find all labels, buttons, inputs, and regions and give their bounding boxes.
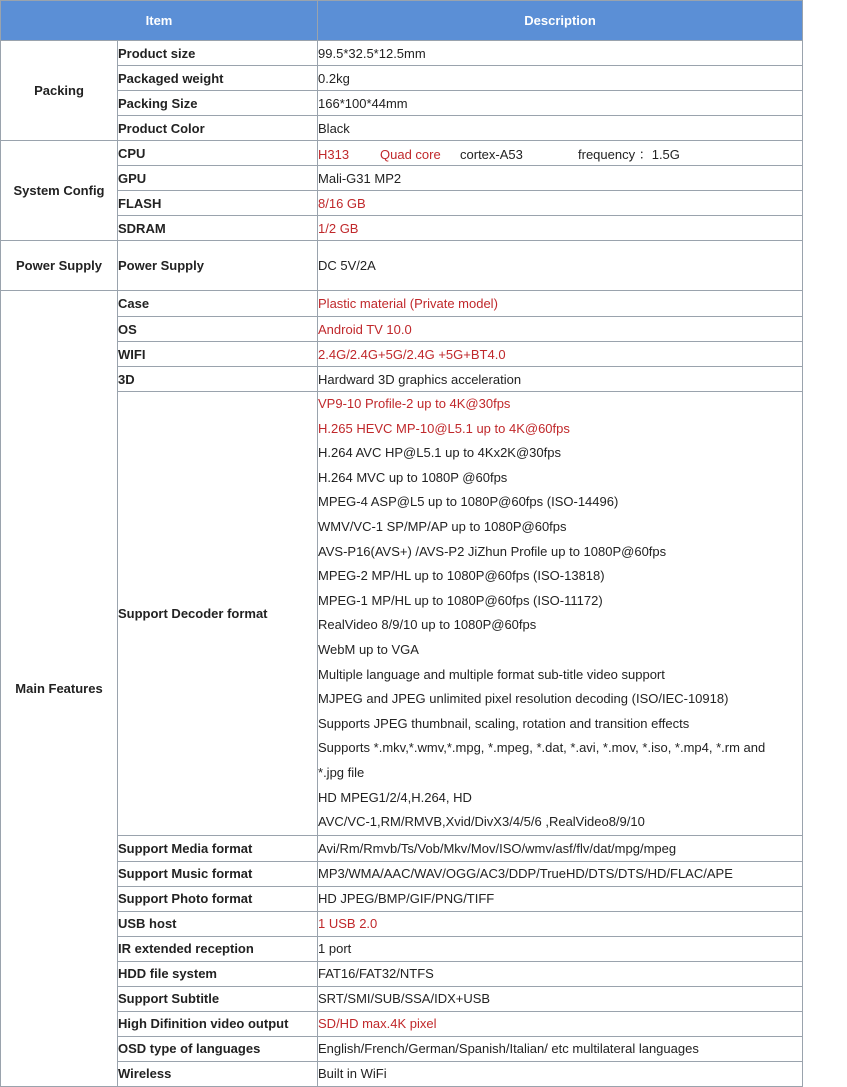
row-value: 1 port [318, 936, 803, 961]
table-row [1, 216, 803, 241]
cpu-frequency: frequency ：1.5G [578, 146, 680, 162]
table-row [1, 835, 803, 861]
list-item: VP9-10 Profile-2 up to 4K@30fps [318, 396, 511, 411]
row-label: OS [118, 317, 318, 342]
decoder-list [318, 392, 803, 836]
row-label: Support Decoder format [118, 392, 318, 836]
table-row [1, 342, 803, 367]
row-label: USB host [118, 911, 318, 936]
table-row [1, 166, 803, 191]
row-value: Plastic material (Private model) [318, 291, 803, 317]
list-item: Multiple language and multiple format sub-title video support [318, 666, 665, 682]
list-item: AVS-P16(AVS+) /AVS-P2 JiZhun Profile up to 1080P@60fps [318, 543, 667, 559]
row-label: Support Media format [118, 835, 318, 861]
list-item: HD MPEG1/2/4,H.264, HD [318, 789, 472, 805]
row-value: 166*100*44mm [318, 91, 803, 116]
row-value: Mali-G31 MP2 [318, 166, 803, 191]
list-item: Supports *.mkv,*.wmv,*.mpg, *.mpeg, *.dat, *.avi, *.mov, *.iso, *.mp4, *.rm and [318, 740, 766, 756]
row-label: FLASH [118, 191, 318, 216]
row-value: 1/2 GB [318, 216, 803, 241]
list-item: MPEG-2 MP/HL up to 1080P@60fps (ISO-13818) [318, 568, 605, 584]
table-row [1, 141, 803, 166]
list-item: Supports JPEG thumbnail, scaling, rotation and transition effects [318, 715, 690, 731]
row-value-cpu [318, 141, 803, 166]
table-row [1, 66, 803, 91]
row-label: 3D [118, 367, 318, 392]
table-row [1, 911, 803, 936]
table-row [1, 936, 803, 961]
row-label: Wireless [118, 1061, 318, 1086]
table-row [1, 291, 803, 317]
group-main-features: Main Features [1, 291, 118, 1087]
row-label: Packing Size [118, 91, 318, 116]
table-row [1, 1036, 803, 1061]
row-value: English/French/German/Spanish/Italian/ etc multilateral languages [318, 1036, 803, 1061]
header-row [1, 1, 803, 41]
list-item: AVC/VC-1,RM/RMVB,Xvid/DivX3/4/5/6 ,RealVideo8/9/10 [318, 814, 645, 830]
row-value: Hardward 3D graphics acceleration [318, 367, 803, 392]
row-value: Black [318, 116, 803, 141]
table-row [1, 41, 803, 66]
group-power-supply: Power Supply [1, 241, 118, 291]
table-row [1, 191, 803, 216]
row-label: Support Music format [118, 861, 318, 886]
table-row [1, 241, 803, 291]
row-label: Case [118, 291, 318, 317]
cpu-arch: cortex-A53 [460, 146, 523, 162]
row-value: Built in WiFi [318, 1061, 803, 1086]
list-item: RealVideo 8/9/10 up to 1080P@60fps [318, 617, 537, 633]
row-label: IR extended reception [118, 936, 318, 961]
row-value: 2.4G/2.4G+5G/2.4G +5G+BT4.0 [318, 342, 803, 367]
row-value: Avi/Rm/Rmvb/Ts/Vob/Mkv/Mov/ISO/wmv/asf/flv/dat/mpg/mpeg [318, 835, 803, 861]
table-row [1, 886, 803, 911]
table-row [1, 392, 803, 836]
row-value: Android TV 10.0 [318, 317, 803, 342]
row-label: Product Color [118, 116, 318, 141]
list-item: *.jpg file [318, 764, 365, 780]
row-value: FAT16/FAT32/NTFS [318, 961, 803, 986]
group-system-config: System Config [1, 141, 118, 241]
row-value: SD/HD max.4K pixel [318, 1011, 803, 1036]
row-value: 8/16 GB [318, 191, 803, 216]
row-label: WIFI [118, 342, 318, 367]
row-label: CPU [118, 141, 318, 166]
row-value: 0.2kg [318, 66, 803, 91]
row-label: High Difinition video output [118, 1011, 318, 1036]
table-row [1, 1011, 803, 1036]
row-value: HD JPEG/BMP/GIF/PNG/TIFF [318, 886, 803, 911]
table-row [1, 861, 803, 886]
row-value: DC 5V/2A [318, 241, 803, 291]
row-label: Support Subtitle [118, 986, 318, 1011]
list-item: H.264 MVC up to 1080P @60fps [318, 469, 508, 485]
list-item: H.265 HEVC MP-10@L5.1 up to 4K@60fps [318, 420, 570, 436]
group-packing: Packing [1, 41, 118, 141]
table-row [1, 1061, 803, 1086]
table-row [1, 961, 803, 986]
header-description: Description [318, 1, 803, 41]
table-row [1, 986, 803, 1011]
row-label: Support Photo format [118, 886, 318, 911]
table-row [1, 91, 803, 116]
row-value: 99.5*32.5*12.5mm [318, 41, 803, 66]
header-item: Item [1, 1, 318, 41]
row-label: OSD type of languages [118, 1036, 318, 1061]
table-row [1, 116, 803, 141]
row-label: Product size [118, 41, 318, 66]
table-row [1, 317, 803, 342]
row-value: 1 USB 2.0 [318, 911, 803, 936]
list-item: MJPEG and JPEG unlimited pixel resolution decoding (ISO/IEC-10918) [318, 691, 729, 707]
list-item: H.264 AVC HP@L5.1 up to 4Kx2K@30fps [318, 445, 561, 461]
cpu-core: Quad core [380, 146, 441, 162]
list-item: WMV/VC-1 SP/MP/AP up to 1080P@60fps [318, 518, 567, 534]
list-item: MPEG-1 MP/HL up to 1080P@60fps (ISO-11172) [318, 592, 603, 608]
table-row [1, 367, 803, 392]
row-label: GPU [118, 166, 318, 191]
cpu-chip: H313 [318, 146, 350, 162]
row-label: SDRAM [118, 216, 318, 241]
row-value: MP3/WMA/AAC/WAV/OGG/AC3/DDP/TrueHD/DTS/DTS/HD/FLAC/APE [318, 861, 803, 886]
row-label: Power Supply [118, 241, 318, 291]
list-item: WebM up to VGA [318, 641, 419, 657]
list-item: MPEG-4 ASP@L5 up to 1080P@60fps (ISO-14496) [318, 494, 619, 510]
row-label: Packaged weight [118, 66, 318, 91]
row-value: SRT/SMI/SUB/SSA/IDX+USB [318, 986, 803, 1011]
row-label: HDD file system [118, 961, 318, 986]
